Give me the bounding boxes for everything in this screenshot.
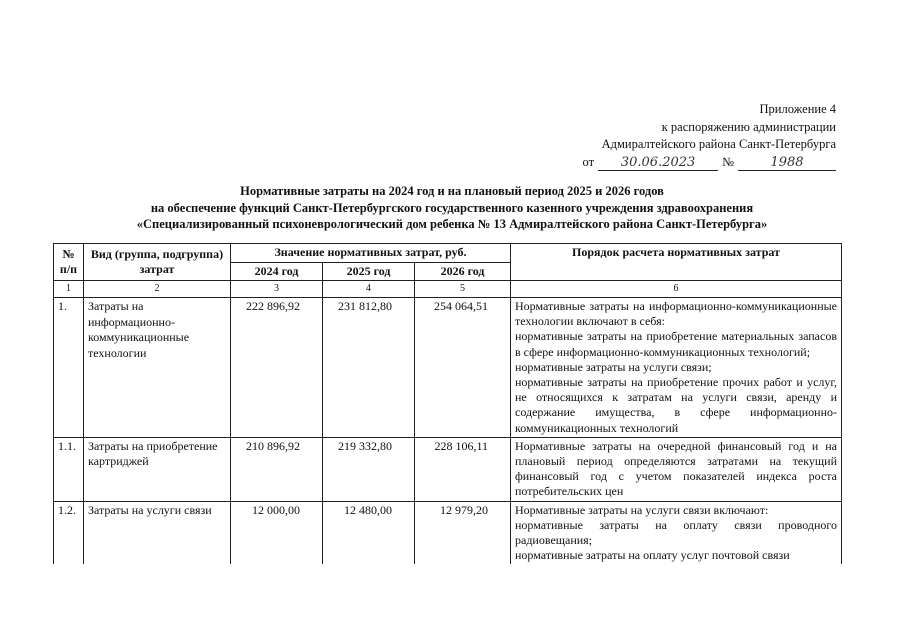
column-index: 2 [84, 281, 231, 298]
column-index: 4 [323, 281, 415, 298]
row-type: Затраты на приобретение картриджей [84, 437, 231, 501]
row-method [511, 501, 842, 564]
row-value-2024: 210 896,92 [231, 437, 323, 501]
row-num: 1.2. [54, 501, 84, 564]
method-paragraph: Нормативные затраты на информационно-коммуникационные технологии включают в себя: [515, 299, 837, 329]
column-index: 1 [54, 281, 84, 298]
header-method: Порядок расчета нормативных затрат [511, 244, 842, 281]
method-paragraph: Нормативные затраты на услуги связи включают: [515, 502, 769, 517]
method-paragraph: нормативные затраты на услуги связи; [515, 359, 712, 374]
method-paragraph: нормативные затраты на оплату связи проводного радиовещания; [515, 517, 837, 548]
column-index: 3 [231, 281, 323, 298]
row-value-2025: 231 812,80 [323, 298, 415, 438]
appendix-date-number-line [583, 154, 837, 172]
title-line-3: «Специализированный психоневрологический дом ребенка № 13 Адмиралтейского района Санкт-Петербурга» [136, 217, 768, 231]
header-2026: 2026 год [415, 262, 511, 281]
row-type: Затраты на информационно-коммуникационные технологии [84, 298, 231, 438]
row-value-2026: 228 106,11 [415, 437, 511, 501]
cost-table [53, 243, 842, 564]
header-value-group: Значение нормативных затрат, руб. [231, 244, 511, 263]
handwritten-date: 30.06.2023 [598, 156, 718, 171]
number-prefix: № [722, 154, 734, 169]
header-2024: 2024 год [231, 262, 323, 281]
column-index: 5 [415, 281, 511, 298]
document-title [0, 183, 904, 233]
title-line-1: Нормативные затраты на 2024 год и на плановый период 2025 и 2026 годов [240, 184, 664, 198]
header-num: № п/п [54, 244, 84, 281]
method-paragraph: нормативные затраты на приобретение материальных запасов в сфере информационно-коммуникационных технологий; [515, 329, 837, 359]
row-num: 1. [54, 298, 84, 438]
date-prefix: от [582, 154, 595, 169]
column-index-row [54, 281, 842, 298]
appendix-line: Приложение 4 [759, 102, 836, 116]
row-value-2024: 12 000,00 [231, 501, 323, 564]
table-row [54, 298, 842, 438]
table-row [54, 437, 842, 501]
appendix-line: к распоряжению администрации [661, 119, 836, 134]
row-value-2026: 12 979,20 [415, 501, 511, 564]
handwritten-number: 1988 [738, 156, 836, 171]
table-row [54, 501, 842, 564]
method-paragraph: нормативные затраты на приобретение прочих работ и услуг, не относящихся к затратам на услуги связи, аренду и содержание имущества, в сфере информационно-коммуникационных технологий [515, 375, 837, 435]
row-num: 1.1. [54, 437, 84, 501]
method-paragraph: нормативные затраты на оплату услуг почтовой связи [515, 548, 790, 563]
row-value-2025: 219 332,80 [323, 437, 415, 501]
method-paragraph: Нормативные затраты на очередной финансовый год и на плановый период определяются затратами на текущий финансовый год с учетом показателей индекса роста потребительских цен [515, 438, 837, 499]
row-value-2024: 222 896,92 [231, 298, 323, 438]
table-header-row [54, 244, 842, 263]
row-value-2026: 254 064,51 [415, 298, 511, 438]
header-type: Вид (группа, подгруппа) затрат [84, 244, 231, 281]
appendix-block [583, 101, 837, 171]
row-value-2025: 12 480,00 [323, 501, 415, 564]
row-type: Затраты на услуги связи [84, 501, 231, 564]
row-method [511, 298, 842, 438]
header-2025: 2025 год [323, 262, 415, 281]
title-line-2: на обеспечение функций Санкт-Петербургского государственного казенного учреждения здравоохранения [150, 200, 754, 215]
column-index: 6 [511, 281, 842, 298]
appendix-line: Адмиралтейского района Санкт-Петербурга [601, 137, 836, 151]
row-method [511, 437, 842, 501]
